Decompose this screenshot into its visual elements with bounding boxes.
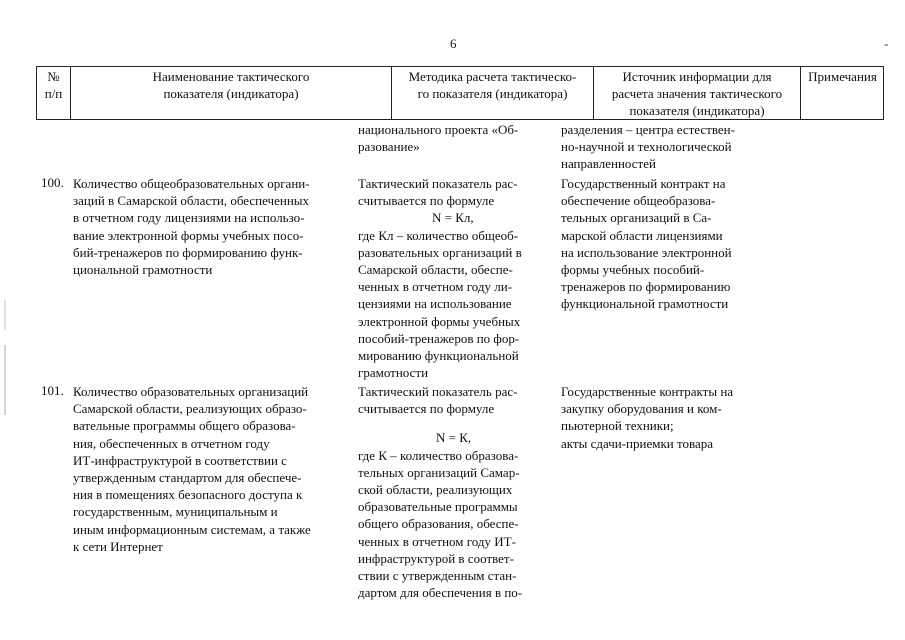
continuation-source: разделения – центра естествен- но-научной и технологической направленностей — [561, 122, 735, 172]
indicator-name: Количество образовательных организаций Самарской области, реализующих образо- вательные программы общего образова- ния, обеспеченных в отчетном году ИТ-инфраструктурой в соответствии с утвержденным стандартом для обеспече- ния в помещениях безопасного доступа к государственным, муниципальным и иным информационным системам, а также к сети Интернет — [73, 384, 311, 554]
header-calculation-method: Методика расчета тактическо- го показателя (индикатора) — [391, 67, 593, 119]
corner-mark: - — [884, 36, 889, 51]
formula: N = Кл, — [432, 210, 474, 226]
table-header — [36, 66, 884, 120]
formula: N = К, — [436, 430, 472, 446]
page-number: 6 — [450, 36, 457, 51]
indicator-name: Количество общеобразовательных органи- заций в Самарской области, обеспеченных в отчетном году лицензиями на использо- вание электронной формы учебных посо- бий-тренажеров по формированию функ- циональной грамотности — [73, 176, 310, 278]
header-number: № п/п — [44, 69, 63, 101]
calculation-method: Тактический показатель рас- считывается по формуле N = К, где К – количество образова- тельных организаций Самар- ской области, реализующих образовательные программы общего образования, обеспе- ченных в отчетном году ИТ- инфраструктурой в соответ- ствии с утвержденным стан- дартом для обеспечения в по- — [358, 383, 556, 601]
header-information-source: Источник информации для расчета значения тактического показателя (индикатора) — [593, 67, 800, 119]
scan-artifact — [4, 345, 6, 415]
continuation-method: национального проекта «Об- разование» — [358, 122, 519, 155]
information-source: Государственный контракт на обеспечение общеобразова- тельных организаций в Са- марской области лицензиями на использование электронной формы учебных пособий- тренажеров по формированию функциональной грамотности — [561, 176, 732, 312]
information-source: Государственные контракты на закупку оборудования и ком- пьютерной техники; акты сдачи-приемки товара — [561, 384, 734, 451]
row-number: 100. — [41, 175, 64, 190]
scan-artifact — [4, 300, 6, 330]
header-notes: Примечания — [800, 67, 884, 119]
calculation-method: Тактический показатель рас- считывается по формуле N = Кл, где Кл – количество общеоб- разовательных организаций в Самарской области, обеспе- ченных в отчетном году ли- цензиями на использование электронной формы учебных пособий-тренажеров по фор- мированию функциональной грамотности — [358, 175, 556, 381]
row-number: 101. — [41, 383, 64, 398]
header-indicator-name: Наименование тактического показателя (индикатора) — [70, 67, 391, 119]
